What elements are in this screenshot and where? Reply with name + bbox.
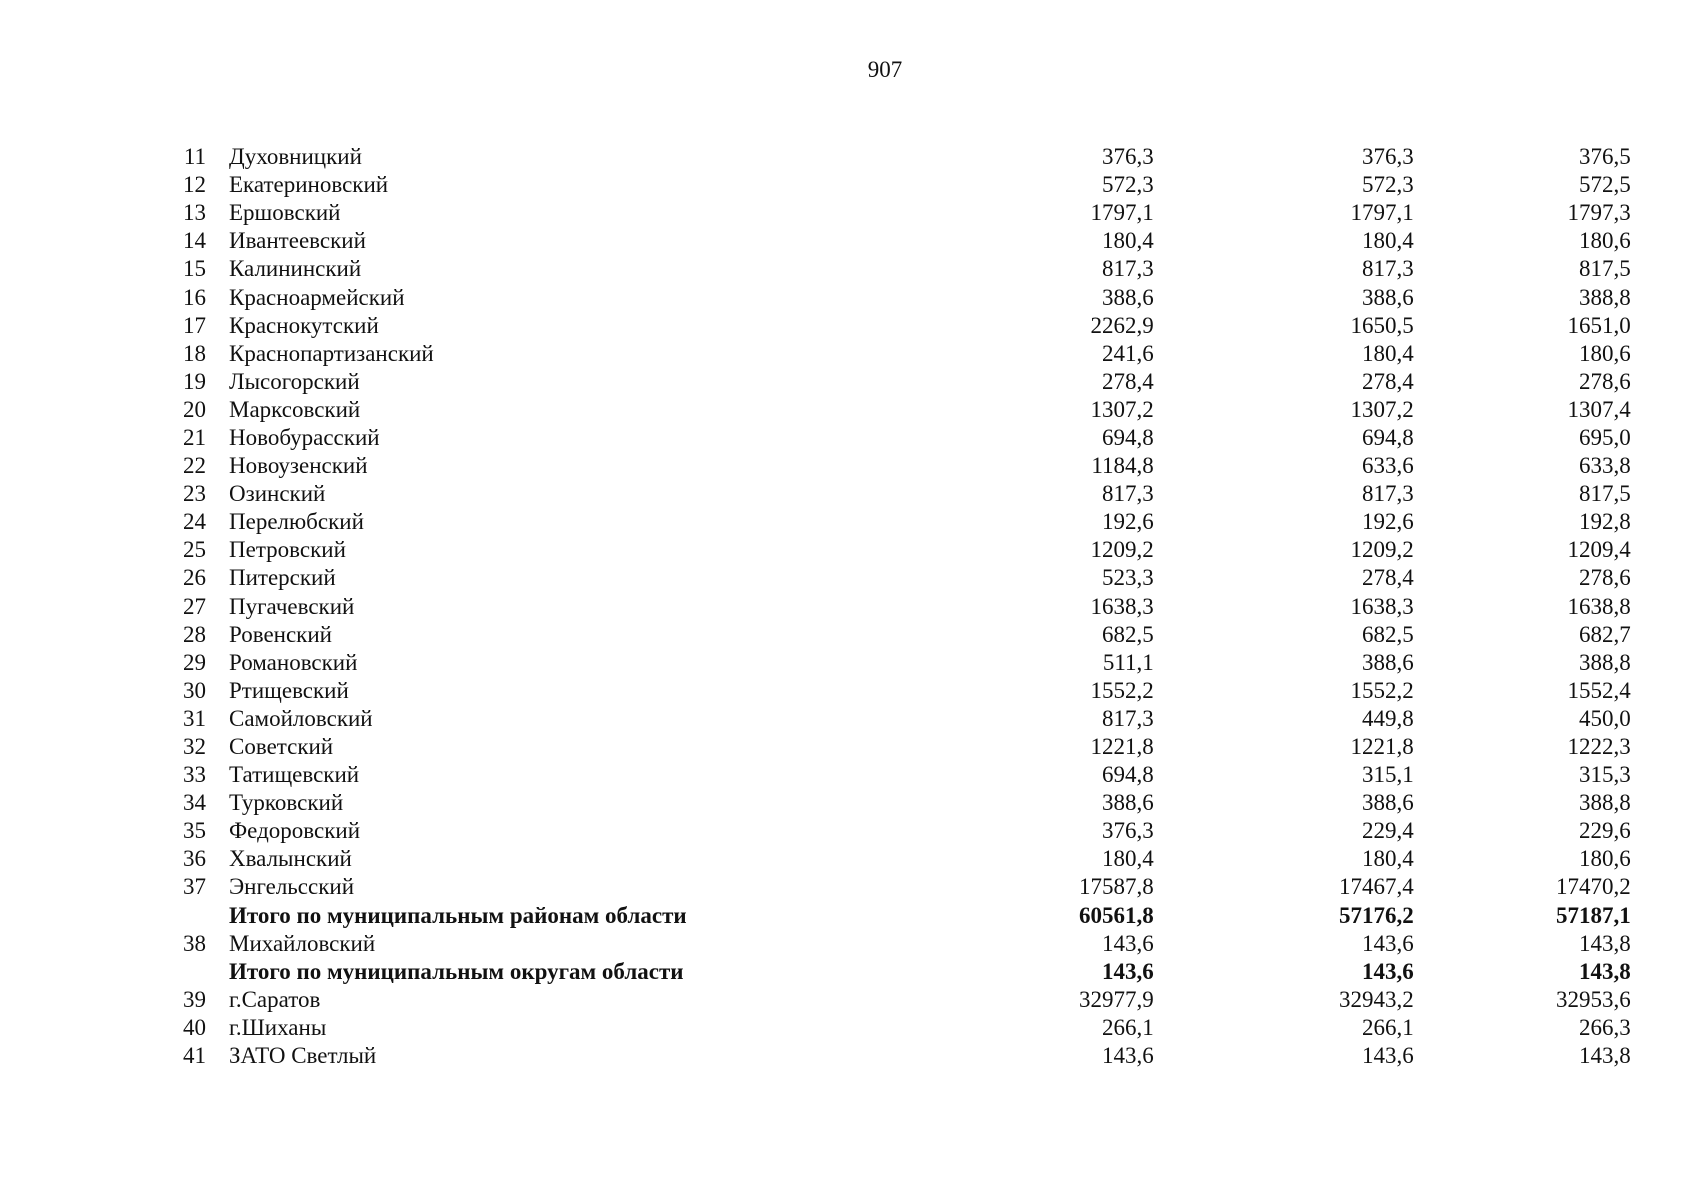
- value-column-1: 694,8: [1102, 762, 1154, 788]
- value-column-1: 241,6: [1102, 340, 1154, 366]
- row-number: 40: [183, 1014, 206, 1040]
- row-number: 32: [183, 734, 206, 760]
- value-column-2: 229,4: [1362, 818, 1414, 844]
- municipal-data-table: [170, 143, 1631, 1070]
- value-column-1: 143,6: [1102, 930, 1154, 956]
- value-column-1: 388,6: [1102, 284, 1154, 310]
- value-column-2: 1797,1: [1350, 200, 1414, 226]
- table-row: [170, 255, 1631, 283]
- value-column-1: 192,6: [1102, 509, 1154, 535]
- value-column-2: 266,1: [1362, 1014, 1414, 1040]
- value-column-2: 682,5: [1362, 621, 1414, 647]
- value-column-3: 1651,0: [1567, 312, 1631, 338]
- row-number: 18: [183, 340, 206, 366]
- value-column-2: 633,6: [1362, 453, 1414, 479]
- table-row: [170, 733, 1631, 761]
- value-column-1: 1184,8: [1091, 453, 1154, 479]
- table-body: [170, 143, 1631, 1070]
- table-row: [170, 340, 1631, 368]
- row-number: 33: [183, 762, 206, 788]
- value-column-2: 694,8: [1362, 424, 1414, 450]
- row-number: 34: [183, 790, 206, 816]
- table-row: [170, 227, 1631, 255]
- municipality-name: Ртищевский: [229, 677, 349, 703]
- table-row: [170, 845, 1631, 873]
- value-column-3: 143,8: [1579, 1043, 1631, 1069]
- municipality-name: Краснокутский: [229, 312, 379, 338]
- municipality-name: Краснопартизанский: [229, 340, 434, 366]
- value-column-1: 1221,8: [1090, 734, 1154, 760]
- table-row: [170, 677, 1631, 705]
- value-column-1: 376,3: [1102, 818, 1154, 844]
- value-column-2: 143,6: [1362, 958, 1414, 984]
- value-column-2: 1221,8: [1350, 734, 1414, 760]
- municipality-name: Калининский: [229, 256, 362, 282]
- value-column-2: 376,3: [1362, 144, 1414, 170]
- value-column-3: 572,5: [1579, 172, 1631, 198]
- value-column-2: 1650,5: [1350, 312, 1414, 338]
- value-column-1: 523,3: [1102, 565, 1154, 591]
- value-column-3: 143,8: [1579, 958, 1631, 984]
- municipality-name: Петровский: [229, 537, 346, 563]
- table-total-row: [170, 958, 1631, 986]
- municipality-name: Романовский: [229, 649, 358, 675]
- row-number: 39: [183, 986, 206, 1012]
- value-column-1: 32977,9: [1079, 986, 1154, 1012]
- municipality-name: Итого по муниципальным округам области: [229, 958, 684, 984]
- value-column-1: 817,3: [1102, 481, 1154, 507]
- value-column-1: 1797,1: [1090, 200, 1154, 226]
- table-row: [170, 789, 1631, 817]
- municipality-name: Духовницкий: [229, 144, 362, 170]
- value-column-2: 1638,3: [1350, 593, 1414, 619]
- row-number: 29: [183, 649, 206, 675]
- value-column-3: 633,8: [1579, 453, 1631, 479]
- table-row: [170, 143, 1631, 171]
- value-column-3: 1307,4: [1567, 396, 1631, 422]
- value-column-2: 57176,2: [1339, 902, 1414, 928]
- municipality-name: Ровенский: [229, 621, 332, 647]
- table-row: [170, 817, 1631, 845]
- value-column-1: 388,6: [1102, 790, 1154, 816]
- value-column-1: 376,3: [1102, 144, 1154, 170]
- municipality-name: г.Саратов: [229, 986, 321, 1012]
- value-column-3: 388,8: [1579, 790, 1631, 816]
- value-column-2: 1209,2: [1350, 537, 1414, 563]
- value-column-2: 1307,2: [1350, 396, 1414, 422]
- page-number: 907: [867, 57, 903, 82]
- row-number: 22: [183, 453, 206, 479]
- municipality-name: г.Шиханы: [229, 1014, 327, 1040]
- value-column-2: 817,3: [1362, 481, 1414, 507]
- value-column-2: 388,6: [1362, 649, 1414, 675]
- value-column-3: 266,3: [1579, 1014, 1631, 1040]
- municipality-name: Хвалынский: [229, 846, 352, 872]
- row-number: 30: [183, 677, 206, 703]
- value-column-1: 1638,3: [1090, 593, 1154, 619]
- value-column-2: 143,6: [1362, 930, 1414, 956]
- value-column-2: 449,8: [1362, 705, 1414, 731]
- value-column-1: 694,8: [1102, 424, 1154, 450]
- table-row: [170, 649, 1631, 677]
- value-column-3: 376,5: [1579, 144, 1631, 170]
- value-column-2: 180,4: [1362, 340, 1414, 366]
- row-number: 36: [183, 846, 206, 872]
- value-column-2: 32943,2: [1339, 986, 1414, 1012]
- municipality-name: ЗАТО Светлый: [229, 1043, 377, 1069]
- value-column-2: 192,6: [1362, 509, 1414, 535]
- value-column-3: 450,0: [1579, 705, 1631, 731]
- table-row: [170, 761, 1631, 789]
- table-row: [170, 283, 1631, 311]
- value-column-1: 817,3: [1102, 256, 1154, 282]
- table-row: [170, 986, 1631, 1014]
- municipality-name: Татищевский: [229, 762, 360, 788]
- table-row: [170, 508, 1631, 536]
- value-column-3: 682,7: [1579, 621, 1631, 647]
- value-column-2: 1552,2: [1350, 677, 1414, 703]
- value-column-2: 278,4: [1362, 368, 1414, 394]
- value-column-1: 682,5: [1102, 621, 1154, 647]
- value-column-3: 695,0: [1579, 424, 1631, 450]
- value-column-3: 278,6: [1579, 565, 1631, 591]
- municipality-name: Питерский: [229, 565, 336, 591]
- value-column-3: 1638,8: [1567, 593, 1631, 619]
- table-row: [170, 873, 1631, 901]
- value-column-1: 180,4: [1102, 846, 1154, 872]
- table-row: [170, 930, 1631, 958]
- value-column-3: 1552,4: [1567, 677, 1631, 703]
- value-column-1: 511,1: [1102, 649, 1154, 675]
- value-column-3: 143,8: [1579, 930, 1631, 956]
- value-column-2: 315,1: [1362, 762, 1414, 788]
- value-column-3: 1209,4: [1567, 537, 1631, 563]
- value-column-2: 143,6: [1362, 1043, 1414, 1069]
- row-number: 17: [183, 312, 206, 338]
- value-column-1: 1209,2: [1090, 537, 1154, 563]
- table-row: [170, 452, 1631, 480]
- municipality-name: Энгельсский: [229, 874, 355, 900]
- municipality-name: Федоровский: [229, 818, 361, 844]
- row-number: 23: [183, 481, 206, 507]
- table-row: [170, 199, 1631, 227]
- value-column-3: 315,3: [1579, 762, 1631, 788]
- value-column-3: 817,5: [1579, 256, 1631, 282]
- row-number: 19: [183, 368, 206, 394]
- row-number: 21: [183, 424, 206, 450]
- table-row: [170, 705, 1631, 733]
- row-number: 31: [183, 705, 206, 731]
- value-column-3: 180,6: [1579, 340, 1631, 366]
- table-row: [170, 621, 1631, 649]
- municipality-name: Красноармейский: [229, 284, 405, 310]
- row-number: 26: [183, 565, 206, 591]
- value-column-1: 817,3: [1102, 705, 1154, 731]
- row-number: 15: [183, 256, 206, 282]
- value-column-3: 278,6: [1579, 368, 1631, 394]
- value-column-1: 1552,2: [1090, 677, 1154, 703]
- value-column-3: 817,5: [1579, 481, 1631, 507]
- row-number: [170, 902, 206, 930]
- value-column-1: 143,6: [1102, 1043, 1154, 1069]
- table-row: [170, 424, 1631, 452]
- municipality-name: Екатериновский: [229, 172, 389, 198]
- table-total-row: [170, 902, 1631, 930]
- table-row: [170, 171, 1631, 199]
- table-row: [170, 396, 1631, 424]
- value-column-2: 180,4: [1362, 228, 1414, 254]
- value-column-3: 388,8: [1579, 649, 1631, 675]
- value-column-1: 180,4: [1102, 228, 1154, 254]
- municipality-name: Озинский: [229, 481, 326, 507]
- row-number: 16: [183, 284, 206, 310]
- row-number: 20: [183, 396, 206, 422]
- value-column-2: 278,4: [1362, 565, 1414, 591]
- municipality-name: Итого по муниципальным районам области: [229, 902, 687, 928]
- municipality-name: Марксовский: [229, 396, 361, 422]
- table-row: [170, 1042, 1631, 1070]
- value-column-1: 278,4: [1102, 368, 1154, 394]
- value-column-1: 2262,9: [1090, 312, 1154, 338]
- row-number: [170, 958, 206, 986]
- value-column-2: 817,3: [1362, 256, 1414, 282]
- value-column-1: 572,3: [1102, 172, 1154, 198]
- row-number: 24: [183, 509, 206, 535]
- row-number: 11: [183, 144, 206, 170]
- row-number: 27: [183, 593, 206, 619]
- value-column-2: 17467,4: [1339, 874, 1414, 900]
- value-column-3: 229,6: [1579, 818, 1631, 844]
- value-column-1: 1307,2: [1090, 396, 1154, 422]
- value-column-3: 180,6: [1579, 228, 1631, 254]
- municipality-name: Самойловский: [229, 705, 373, 731]
- table-row: [170, 1014, 1631, 1042]
- table-row: [170, 480, 1631, 508]
- municipality-name: Ершовский: [229, 200, 341, 226]
- value-column-3: 17470,2: [1556, 874, 1631, 900]
- value-column-2: 388,6: [1362, 790, 1414, 816]
- row-number: 13: [183, 200, 206, 226]
- municipality-name: Михайловский: [229, 930, 376, 956]
- row-number: 25: [183, 537, 206, 563]
- value-column-2: 572,3: [1362, 172, 1414, 198]
- row-number: 37: [183, 874, 206, 900]
- value-column-2: 180,4: [1362, 846, 1414, 872]
- row-number: 35: [183, 818, 206, 844]
- municipality-name: Новобурасский: [229, 424, 380, 450]
- municipality-name: Советский: [229, 734, 334, 760]
- row-number: 38: [183, 930, 206, 956]
- table-row: [170, 312, 1631, 340]
- value-column-3: 388,8: [1579, 284, 1631, 310]
- row-number: 14: [183, 228, 206, 254]
- row-number: 12: [183, 172, 206, 198]
- table-row: [170, 368, 1631, 396]
- table-row: [170, 564, 1631, 592]
- value-column-2: 388,6: [1362, 284, 1414, 310]
- value-column-3: 1797,3: [1567, 200, 1631, 226]
- value-column-1: 266,1: [1102, 1014, 1154, 1040]
- row-number: 41: [183, 1043, 206, 1069]
- municipality-name: Перелюбский: [229, 509, 364, 535]
- table-row: [170, 593, 1631, 621]
- value-column-3: 32953,6: [1556, 986, 1631, 1012]
- value-column-3: 192,8: [1579, 509, 1631, 535]
- value-column-3: 1222,3: [1567, 734, 1631, 760]
- table-row: [170, 536, 1631, 564]
- municipality-name: Турковский: [229, 790, 344, 816]
- value-column-1: 60561,8: [1079, 902, 1154, 928]
- value-column-3: 180,6: [1579, 846, 1631, 872]
- municipality-name: Пугачевский: [229, 593, 355, 619]
- value-column-1: 143,6: [1102, 958, 1154, 984]
- row-number: 28: [183, 621, 206, 647]
- value-column-3: 57187,1: [1556, 902, 1631, 928]
- municipality-name: Лысогорский: [229, 368, 360, 394]
- municipality-name: Новоузенский: [229, 453, 368, 479]
- value-column-1: 17587,8: [1079, 874, 1154, 900]
- municipality-name: Ивантеевский: [229, 228, 366, 254]
